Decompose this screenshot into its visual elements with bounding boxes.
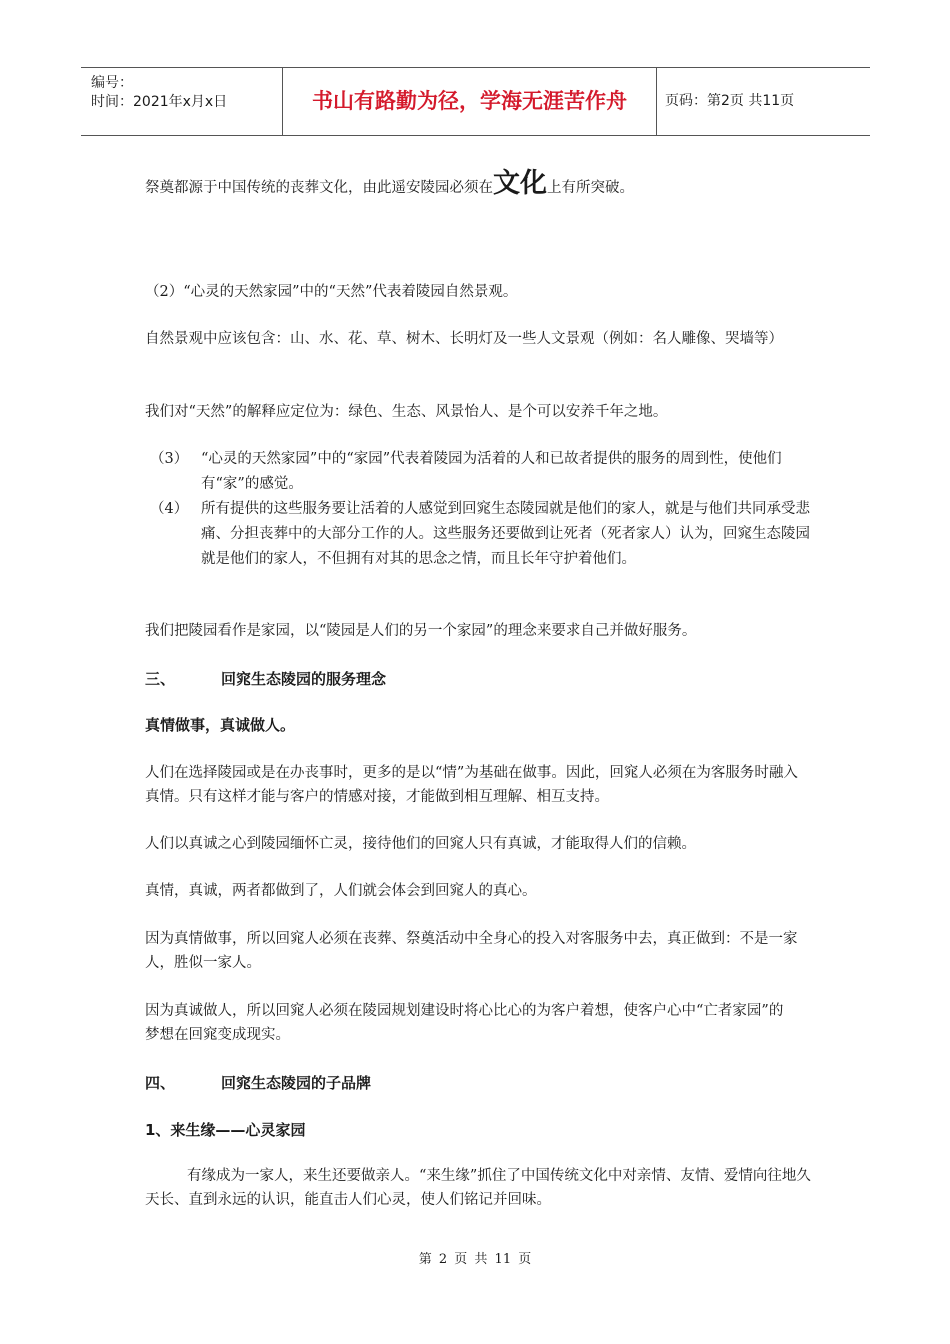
time-label: 时间：2021年x月x日 bbox=[91, 94, 228, 110]
header-meta bbox=[81, 68, 283, 135]
section-heading-3 bbox=[145, 667, 386, 691]
paragraph-landscape: 自然景观中应该包含：山、水、花、草、树木、长明灯及一些人文景观（例如：名人雕像、哭墙等） bbox=[145, 331, 783, 347]
page-footer: 第 2 页 共 11 页 bbox=[418, 1252, 532, 1267]
section-title: 回窕生态陵园的子品牌 bbox=[221, 1074, 372, 1092]
section-number: 三、 bbox=[145, 670, 176, 688]
header-page-info: 页码：第2页 共11页 bbox=[665, 93, 795, 109]
emphasis-word: 文化 bbox=[493, 168, 547, 199]
paragraph-both: 真情，真诚，两者都做到了，人们就会体会到回窕人的真心。 bbox=[145, 883, 537, 899]
paragraph-culture bbox=[145, 168, 634, 200]
paragraph-homeland: 我们把陵园看作是家园，以“陵园是人们的另一个家园”的理念来要求自己并做好服务。 bbox=[145, 623, 697, 639]
paragraph-true-feeling: 因为真情做事，所以回窕人必须在丧葬、祭奠活动中全身心的投入对客服务中去，真正做到：不是一家人，胜似一家人。 bbox=[145, 931, 798, 971]
subheading-1: 1、来生缘——心灵家园 bbox=[145, 1121, 306, 1139]
section-title: 回窕生态陵园的服务理念 bbox=[221, 670, 387, 688]
list-item-services: 所有提供的这些服务要让活着的人感觉到回窕生态陵园就是他们的家人，就是与他们共同承受悲痛、分担丧葬中的大部分工作的人。这些服务还要做到让死者（死者家人）认为，回窕生态陵园就是他们的家人，不但拥有对其的思念之情，而且长年守护着他们。 bbox=[201, 501, 810, 567]
paragraph-true-person: 因为真诚做人，所以回窕人必须在陵园规划建设时将心比心的为客户着想，使客户心中“亡者家园”的梦想在回窕变成现实。 bbox=[145, 1003, 784, 1043]
paragraph-emotion: 人们在选择陵园或是在办丧事时，更多的是以“情”为基础在做事。因此，回窕人必须在为客服务时融入真情。只有这样才能与客户的情感对接，才能做到相互理解、相互支持。 bbox=[145, 765, 798, 805]
page-header bbox=[81, 67, 870, 136]
service-motto: 真情做事，真诚做人。 bbox=[145, 716, 296, 734]
section-number: 四、 bbox=[145, 1074, 176, 1092]
list-item-home: “心灵的天然家园”中的“家园”代表着陵园为活着的人和已故者提供的服务的周到性，使他们有“家”的感觉。 bbox=[201, 451, 782, 492]
text: 祭奠都源于中国传统的丧葬文化，由此遥安陵园必须在 bbox=[145, 180, 493, 196]
paragraph-natural: （2）“心灵的天然家园”中的“天然”代表着陵园自然景观。 bbox=[145, 284, 518, 300]
text: 上有所突破。 bbox=[547, 180, 634, 196]
number-label: 编号： bbox=[91, 75, 133, 91]
section-heading-4 bbox=[145, 1071, 371, 1095]
paragraph-definition: 我们对“天然”的解释应定位为：绿色、生态、风景怡人、是个可以安养千年之地。 bbox=[145, 404, 668, 420]
paragraph-fate: 有缘成为一家人，来生还要做亲人。“来生缘”抓住了中国传统文化中对亲情、友情、爱情向往地久天长、直到永远的认识，能直击人们心灵，使人们铭记并回味。 bbox=[145, 1168, 811, 1208]
item-number: （3） bbox=[150, 451, 189, 467]
item-number: （4） bbox=[150, 501, 189, 517]
header-motto: 书山有路勤为径，学海无涯苦作舟 bbox=[283, 68, 657, 135]
paragraph-sincerity: 人们以真诚之心到陵园缅怀亡灵，接待他们的回窕人只有真诚，才能取得人们的信赖。 bbox=[145, 836, 696, 852]
